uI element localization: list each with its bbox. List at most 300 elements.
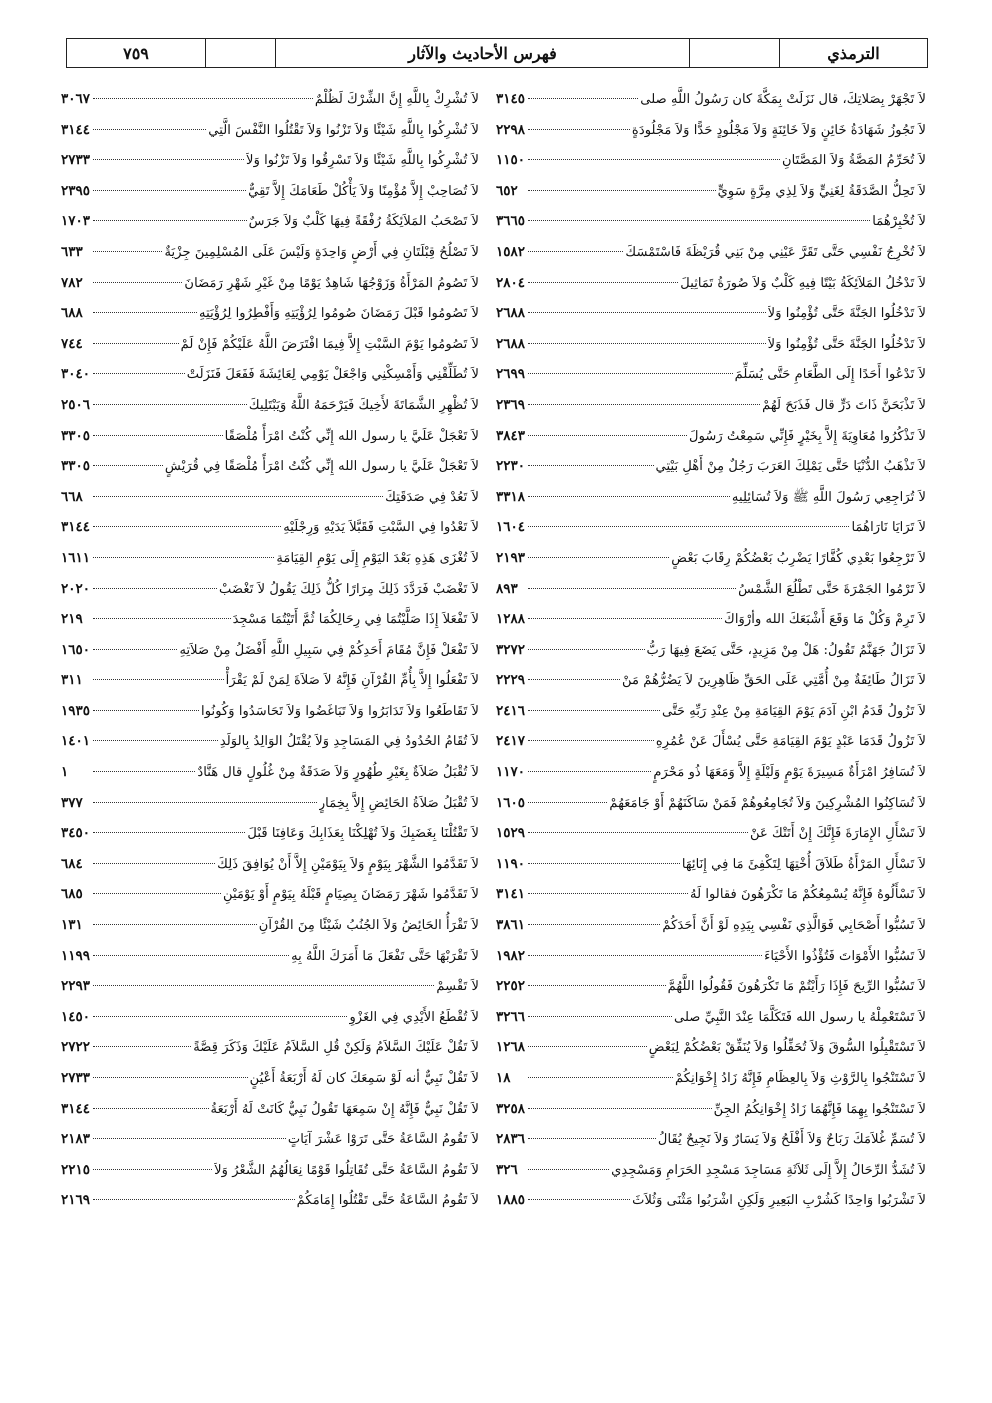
- index-entry: [496, 268, 926, 299]
- hadith-incipit: لاَ تُحَرِّمُ المَصَّةُ وَلاَ المَصَّتَانِ: [781, 153, 926, 169]
- leader-dots: [93, 679, 224, 680]
- leader-dots: [93, 465, 163, 466]
- leader-dots: [93, 404, 247, 405]
- index-entry: [61, 115, 479, 146]
- hadith-number: ٧٨٢: [61, 274, 83, 291]
- hadith-incipit: لاَ تَدْخُلُوا الجَنَّةَ حَتَّى تُؤْمِنُوا وَلاَ: [767, 306, 926, 322]
- hadith-incipit: لاَ تَفْعَلْ فَإِنَّ مُقَامَ أَحَدِكُمْ فِي سَبِيلِ اللَّهِ أَفْضَلُ مِنْ صَلاَتِهِ: [179, 642, 479, 658]
- index-title: فهرس الأحاديث والآثار: [275, 39, 689, 67]
- hadith-incipit: لاَ تَقْتُلْنَا بِغَضَبِكَ وَلاَ تُهْلِكْنَا بِعَذَابِكَ وَعَافِنَا قَبْلَ: [247, 826, 479, 842]
- index-entry: [61, 604, 479, 635]
- leader-dots: [528, 404, 760, 405]
- hadith-incipit: لاَ تَعْدُوا فِي السَّبْتِ فَقَبَّلاَ يَدَيْهِ وَرِجْلَيْهِ: [283, 520, 479, 536]
- leader-dots: [93, 618, 231, 619]
- header-spacer-left: [205, 39, 275, 67]
- hadith-number: ٢٣٦٩: [496, 396, 526, 413]
- hadith-incipit: لاَ تَدْخُلُ المَلاَئِكَةُ بَيْتًا فِيهِ كَلْبٌ وَلاَ صُورَةُ تَمَاثِيلَ: [680, 275, 926, 291]
- leader-dots: [93, 1169, 212, 1170]
- hadith-number: ٢٧٣٣: [61, 1070, 91, 1086]
- hadith-number: ٣٣١٨: [496, 488, 526, 505]
- leader-dots: [528, 1108, 712, 1109]
- hadith-incipit: لاَ تَصُومُ المَرْأَةُ وَزَوْجُهَا شَاهِدٌ يَوْمًا مِنْ غَيْرِ شَهْرِ رَمَضَانَ: [184, 275, 479, 291]
- leader-dots: [93, 435, 223, 436]
- leader-dots: [528, 465, 654, 466]
- hadith-number: ١١٧٠: [496, 764, 526, 781]
- leader-dots: [528, 618, 722, 619]
- hadith-number: ٣٣٠٥: [61, 427, 91, 444]
- hadith-incipit: لاَ تَزَالُ جَهَنَّمُ تَقُولُ: هَلْ مِنْ مَزِيدٍ، حَتَّى يَضَعَ فِيهَا رَبُّ: [646, 642, 926, 658]
- hadith-number: ١٥٢٩: [496, 825, 526, 842]
- hadith-number: ٢٦٨٨: [496, 335, 526, 352]
- hadith-number: ١٩٨٢: [496, 947, 526, 964]
- index-entry: [61, 635, 479, 666]
- hadith-number: ٢١٩٣: [496, 549, 526, 566]
- hadith-number: ٢٢٢٩: [496, 672, 526, 689]
- hadith-incipit: لاَ تَعْجَلْ عَلَيَّ يا رسول الله إِنِّي كُنْتُ امْرَأً مُلْصَقًا: [224, 428, 479, 444]
- index-entry: [61, 1063, 479, 1094]
- leader-dots: [528, 282, 678, 283]
- leader-dots: [93, 1199, 295, 1200]
- hadith-incipit: لاَ تَدْخُلُوا الجَنَّةَ حَتَّى تُؤْمِنُوا وَلاَ: [767, 336, 926, 352]
- hadith-incipit: لاَ تَسُبُّوا أَصْحَابِي فَوَالَّذِي نَفْسِي بِيَدِهِ لَوْ أَنَّ أَحَدَكُمْ: [662, 918, 926, 934]
- leader-dots: [528, 251, 623, 252]
- hadith-incipit: لاَ تَسْتَنْجُوا بِالرَّوْثِ وَلاَ بِالعِظَامِ فَإِنَّهُ زَادُ إِخْوَانِكُمْ: [675, 1071, 926, 1086]
- leader-dots: [528, 649, 645, 650]
- index-entry: [61, 543, 479, 574]
- leader-dots: [528, 924, 660, 925]
- hadith-number: ١٤٠١: [61, 733, 91, 750]
- leader-dots: [528, 955, 762, 956]
- hadith-incipit: لاَ تَقْرَأُ الحَائِضُ وَلاَ الجُنُبُ شَيْئًا مِنَ القُرْآنِ: [258, 918, 479, 934]
- hadith-incipit: لاَ تُشْرِكْ بِاللَّهِ إِنَّ الشِّرْكَ لَظُلْمٌ: [314, 92, 479, 107]
- leader-dots: [93, 1138, 286, 1139]
- index-entry: [496, 84, 926, 115]
- index-entry: [496, 1032, 926, 1063]
- hadith-number: ٣١٤٥: [496, 91, 526, 107]
- index-entry: [61, 329, 479, 360]
- hadith-incipit: لاَ تُسَافِرُ امْرَأَةٌ مَسِيرَةَ يَوْمٍ وَلَيْلَةٍ إِلاَّ وَمَعَهَا ذُو مَحْرَمٍ: [653, 765, 926, 781]
- leader-dots: [528, 373, 733, 374]
- hadith-number: ٣١٤٤: [61, 121, 91, 138]
- index-entry: [496, 390, 926, 421]
- leader-dots: [528, 802, 607, 803]
- leader-dots: [528, 771, 651, 772]
- leader-dots: [528, 679, 620, 680]
- hadith-incipit: لاَ تَشْرَبُوا وَاحِدًا كَشُرْبِ البَعِيرِ وَلَكِنِ اشْرَبُوا مَثْنَى وَثُلاَثَ: [632, 1193, 926, 1209]
- hadith-number: ١٨٨٥: [496, 1192, 526, 1209]
- index-entry: [496, 176, 926, 207]
- hadith-number: ٢٨٣٦: [496, 1131, 526, 1148]
- index-entry: [61, 390, 479, 421]
- hadith-number: ٣٣٠٥: [61, 458, 91, 475]
- index-entry: [61, 176, 479, 207]
- index-entry: [61, 482, 479, 513]
- hadith-number: ٦٨٥: [61, 886, 83, 903]
- hadith-incipit: لاَ تُشَدُّ الرِّحَالُ إِلاَّ إِلَى ثَلاَثَةِ مَسَاجِدَ مَسْجِدِ الحَرَامِ وَمَسْجِدِي: [611, 1162, 926, 1178]
- hadith-number: ٢٣٩٥: [61, 182, 91, 199]
- hadith-incipit: لاَ تَسْأَلِ المَرْأَةُ طَلاَقَ أُخْتِهَا لِتَكْفِئَ مَا فِي إِنَائِهَا: [681, 856, 926, 872]
- leader-dots: [528, 1138, 656, 1139]
- index-entry: [496, 757, 926, 788]
- hadith-number: ١٢٨٨: [496, 611, 526, 628]
- hadith-incipit: لاَ تُصَاحِبْ إِلاَّ مُؤْمِنًا وَلاَ يَأْكُلْ طَعَامَكَ إِلاَّ تَقِيٌّ: [248, 183, 479, 199]
- index-entry: [61, 84, 479, 115]
- leader-dots: [528, 343, 766, 344]
- hadith-number: ٢٢١٥: [61, 1161, 91, 1178]
- index-entry: [61, 512, 479, 543]
- hadith-number: ٣٢٥٨: [496, 1100, 526, 1117]
- hadith-number: ٦٨٤: [61, 855, 83, 872]
- hadith-number: ١٦٥٠: [61, 641, 91, 658]
- leader-dots: [93, 282, 182, 283]
- leader-dots: [528, 435, 687, 436]
- hadith-number: ١١٩٠: [496, 855, 526, 872]
- leader-dots: [93, 1077, 248, 1078]
- hadith-incipit: لاَ تَذْبَحَنَّ ذَاتَ دَرٍّ قال فَذَبَحَ لَهُمْ: [762, 397, 926, 413]
- index-entry: [61, 574, 479, 605]
- index-entry: [496, 1124, 926, 1155]
- hadith-number: ٢١٨٣: [61, 1131, 91, 1148]
- leader-dots: [93, 373, 185, 374]
- index-entry: [496, 604, 926, 635]
- leader-dots: [93, 526, 281, 527]
- hadith-incipit: لاَ تَسْتَقْبِلُوا السُّوقَ وَلاَ تُحَفِّلُوا وَلاَ يُنَفِّقْ بَعْضُكُمْ لِبَعْضٍ: [648, 1040, 926, 1056]
- leader-dots: [93, 220, 247, 221]
- hadith-incipit: لاَ تَرِمْ وَكُلْ مَا وَقَعَ أَشْبَعَكَ الله وأرْوَاكَ: [724, 612, 926, 628]
- leader-dots: [93, 1108, 209, 1109]
- index-entry: [61, 910, 479, 941]
- hadith-incipit: لاَ تَعْجَلْ عَلَيَّ يا رسول الله إِنِّي كُنْتُ امْرَأً مُلْصَقًا فِي قُرَيْشٍ: [164, 459, 479, 475]
- hadith-number: ٧٤٤: [61, 335, 83, 352]
- index-entry: [496, 543, 926, 574]
- hadith-incipit: لاَ تَجْهَرْ بِصَلاتِكَ، قال نَزَلَتْ بِمَكَّةَ كان رَسُولُ اللَّهِ صلى: [640, 92, 926, 107]
- hadith-number: ١٢٦٨: [496, 1039, 526, 1056]
- hadith-incipit: لاَ تَقُلْ عَلَيْكَ السَّلاَمُ وَلَكِنْ قُلِ السَّلاَمُ عَلَيْكَ وَذَكَرَ قِصَّةً: [193, 1040, 479, 1056]
- leader-dots: [528, 98, 638, 99]
- leader-dots: [93, 985, 434, 986]
- leader-dots: [93, 251, 162, 252]
- hadith-number: ٢٧٢٢: [61, 1039, 91, 1056]
- hadith-number: ١٦١١: [61, 549, 91, 566]
- hadith-incipit: لاَ تَقْسِمْ: [436, 979, 479, 995]
- hadith-incipit: لاَ تَحِلُّ الصَّدَقَةُ لِغَنِيٍّ وَلاَ لِذِي مِرَّةٍ سَوِيٍّ: [717, 183, 926, 199]
- leader-dots: [528, 159, 780, 160]
- hadith-incipit: لاَ تُقَامُ الحُدُودُ فِي المَسَاجِدِ وَلاَ يُقْتَلُ الوَالِدُ بِالوَلَدِ: [219, 734, 479, 750]
- index-entry: [496, 115, 926, 146]
- index-entry: [61, 726, 479, 757]
- hadith-number: ١٧٠٣: [61, 213, 91, 230]
- hadith-incipit: لاَ تَجُوزُ شَهَادَةُ خَائِنٍ وَلاَ خَائِنَةٍ وَلاَ مَجْلُودٍ حَدًّا وَلاَ مَجْلُودَةٍ: [631, 122, 926, 138]
- hadith-number: ٣١٤٤: [61, 1100, 91, 1117]
- index-entry: [61, 237, 479, 268]
- index-entry: [496, 512, 926, 543]
- left-column: [61, 84, 479, 1216]
- leader-dots: [528, 1046, 647, 1047]
- index-entry: [61, 1032, 479, 1063]
- hadith-number: ١٦٠٤: [496, 519, 526, 536]
- index-entry: [496, 451, 926, 482]
- hadith-number: ١٨: [496, 1070, 511, 1086]
- index-entry: [61, 818, 479, 849]
- index-entry: [61, 788, 479, 819]
- index-entry: [61, 941, 479, 972]
- hadith-number: ٣٢٦: [496, 1161, 518, 1178]
- leader-dots: [93, 312, 197, 313]
- index-entry: [61, 1185, 479, 1216]
- index-entry: [61, 268, 479, 299]
- index-entry: [496, 726, 926, 757]
- hadith-incipit: لاَ تُطَلِّقْنِي وَأَمْسِكْنِي وَاجْعَلْ يَوْمِي لِعَائِشَةَ فَفَعَلَ فَنَزَلَتْ: [186, 367, 479, 383]
- hadith-number: ٢٠٢٠: [61, 580, 91, 597]
- leader-dots: [528, 312, 766, 313]
- index-entry: [496, 574, 926, 605]
- index-entry: [61, 1124, 479, 1155]
- hadith-number: ٢٢٣٠: [496, 458, 526, 475]
- index-entry: [496, 879, 926, 910]
- hadith-incipit: لاَ تَسْتَنْجُوا بِهِمَا فَإِنَّهُمَا زَادُ إِخْوَانِكُمُ الجِنِّ: [713, 1101, 926, 1117]
- hadith-incipit: لاَ تُغْزَى هَذِهِ بَعْدَ اليَوْمِ إِلَى يَوْمِ القِيَامَةِ: [276, 550, 479, 566]
- hadith-number: ٦٨٨: [61, 305, 83, 322]
- leader-dots: [93, 893, 221, 894]
- hadith-incipit: لاَ تُظْهِرِ الشَّمَاتَةَ لأَخِيكَ فَيَرْحَمَهُ اللَّهُ وَيَبْتَلِيكَ: [248, 397, 479, 413]
- index-entry: [61, 1094, 479, 1125]
- leader-dots: [528, 557, 669, 558]
- leader-dots: [528, 1016, 672, 1017]
- leader-dots: [528, 1199, 630, 1200]
- hadith-number: ٣٢٦٦: [496, 1008, 526, 1025]
- leader-dots: [528, 710, 660, 711]
- leader-dots: [528, 863, 680, 864]
- hadith-number: ١٦٠٥: [496, 794, 526, 811]
- index-entry: [61, 849, 479, 880]
- leader-dots: [528, 129, 630, 130]
- hadith-incipit: لاَ تُشْرِكُوا بِاللَّهِ شَيْئًا وَلاَ تَزْنُوا وَلاَ تَقْتُلُوا النَّفْسَ الَّتِي: [208, 122, 479, 138]
- leader-dots: [528, 526, 849, 527]
- index-entry: [496, 941, 926, 972]
- hadith-number: ٢٨٠٤: [496, 274, 526, 291]
- hadith-incipit: لاَ تُسَمِّ غُلاَمَكَ رَبَاحٌ وَلاَ أَفْلَحُ وَلاَ يَسَارٌ وَلاَ نَجِيحٌ يُقَالُ: [657, 1132, 926, 1148]
- hadith-number: ٣١٤١: [496, 886, 526, 903]
- hadith-incipit: لاَ تَسُبُّوا الرِّيحَ فَإِذَا رَأَيْتُمْ مَا تَكْرَهُونَ فَقُولُوا اللَّهُمَّ: [667, 979, 926, 995]
- hadith-incipit: لاَ تَسُبُّوا الأَمْوَاتَ فَتُؤْذُوا الأَحْيَاءَ: [764, 948, 926, 964]
- hadith-number: ٣٨٤٣: [496, 427, 526, 444]
- leader-dots: [93, 343, 179, 344]
- hadith-incipit: لاَ تَصُومُوا يَوْمَ السَّبْتِ إِلاَّ فِيمَا افْتَرَضَ اللَّهُ عَلَيْكُمْ فَإِنْ لَمْ: [180, 336, 479, 352]
- hadith-incipit: لاَ تَقُلْ نَبِيٌّ فَإِنَّهُ إِنْ سَمِعَهَا تَقُولُ نَبِيٌّ كَانَتْ لَهُ أَرْبَعَةُ: [210, 1101, 479, 1117]
- hadith-incipit: لاَ تُقْبَلُ صَلاَةُ الحَائِضِ إِلاَّ بِخِمَارٍ: [318, 795, 479, 811]
- hadith-number: ٢٥٠٦: [61, 396, 91, 413]
- hadith-number: ٣٨٦١: [496, 917, 526, 934]
- index-entry: [61, 359, 479, 390]
- leader-dots: [93, 740, 218, 741]
- index-entry: [496, 329, 926, 360]
- index-entry: [496, 1185, 926, 1216]
- hadith-incipit: لاَ تَزَالُ طَائِفَةٌ مِنْ أُمَّتِي عَلَى الحَقِّ ظَاهِرِينَ لاَ يَضُرُّهُمْ مَنْ: [622, 673, 926, 689]
- index-entry: [496, 788, 926, 819]
- hadith-incipit: لاَ تَفْعَلُوا إِلاَّ بِأُمِّ القُرْآنِ فَإِنَّهُ لاَ صَلاَةَ لِمَنْ لَمْ يَقْرَأْ: [225, 673, 479, 689]
- hadith-number: ٣٦٦٥: [496, 213, 526, 230]
- hadith-incipit: لاَ تَقَاطَعُوا وَلاَ تَدَابَرُوا وَلاَ تَبَاغَضُوا وَلاَ تَحَاسَدُوا وَكُونُوا: [201, 703, 479, 719]
- leader-dots: [93, 771, 195, 772]
- leader-dots: [528, 496, 730, 497]
- hadith-incipit: لاَ تَقُومُ السَّاعَةُ حَتَّى تَرَوْا عَشْرَ آيَاتٍ: [287, 1132, 479, 1148]
- leader-dots: [528, 893, 688, 894]
- hadith-incipit: لاَ تُقْبَلُ صَلاَةٌ بِغَيْرِ طُهُورٍ وَلاَ صَدَقَةٌ مِنْ غُلُولٍ قال هَنَّادٌ: [197, 765, 479, 781]
- index-entry: [61, 451, 479, 482]
- hadith-incipit: لاَ تُرَاجِعِي رَسُولَ اللَّهِ ﷺ وَلاَ تُسَائِلِيهِ: [731, 489, 926, 505]
- index-entry: [496, 298, 926, 329]
- hadith-number: ٢١٦٩: [61, 1192, 91, 1209]
- index-entry: [496, 1002, 926, 1033]
- index-entry: [61, 757, 479, 788]
- leader-dots: [93, 557, 274, 558]
- hadith-number: ٦٦٨: [61, 488, 83, 505]
- leader-dots: [93, 159, 244, 160]
- book-name: الترمذي: [779, 39, 927, 67]
- hadith-incipit: لاَ تَصْحَبُ المَلاَئِكَةُ رُفْقَةً فِيهَا كَلْبٌ وَلاَ جَرَسٌ: [248, 214, 479, 230]
- hadith-number: ١٤٥٠: [61, 1008, 91, 1025]
- leader-dots: [93, 129, 206, 130]
- hadith-incipit: لاَ تَقَدَّمُوا الشَّهْرَ بِيَوْمٍ وَلاَ بِيَوْمَيْنِ إِلاَّ أَنْ يُوَافِقَ ذَلِكَ: [217, 856, 479, 872]
- leader-dots: [528, 985, 666, 986]
- hadith-incipit: لاَ تَرْمُوا الجَمْرَةَ حَتَّى تَطْلُعَ الشَّمْسُ: [738, 581, 926, 597]
- index-entry: [496, 145, 926, 176]
- hadith-number: ١٥٨٢: [496, 243, 526, 260]
- index-entry: [496, 1063, 926, 1094]
- hadith-number: ٣٠٦٧: [61, 91, 91, 107]
- hadith-number: ٢٢٩٨: [496, 121, 526, 138]
- index-entry: [496, 421, 926, 452]
- hadith-incipit: لاَ تَقُومُ السَّاعَةُ حَتَّى تَقْتُلُوا إِمَامَكُمْ: [296, 1193, 479, 1209]
- hadith-number: ١١٥٠: [496, 152, 526, 169]
- hadith-incipit: لاَ تَقُلْ نَبِيٌّ أنه لَوْ سَمِعَكَ كان لَهُ أَرْبَعَةُ أَعْيُنٍ: [249, 1071, 479, 1086]
- index-entry: [496, 359, 926, 390]
- hadith-number: ٢٤١٦: [496, 702, 526, 719]
- hadith-incipit: لاَ تَدْعُوا أَحَدًا إِلَى الطَّعَامِ حَتَّى يُسَلِّمَ: [734, 367, 926, 383]
- hadith-incipit: لاَ تَصُومُوا قَبْلَ رَمَضَانَ صُومُوا لِرُؤْيَتِهِ وَأَفْطِرُوا لِرُؤْيَتِهِ: [199, 306, 479, 322]
- hadith-number: ١١٩٩: [61, 947, 91, 964]
- leader-dots: [528, 832, 748, 833]
- leader-dots: [93, 1046, 191, 1047]
- leader-dots: [93, 496, 383, 497]
- leader-dots: [528, 588, 736, 589]
- index-entry: [496, 206, 926, 237]
- hadith-incipit: لاَ تَذْكُرُوا مُعَاوِيَةَ إِلاَّ بِخَيْرٍ فَإِنِّي سَمِعْتُ رَسُولَ: [688, 428, 926, 444]
- hadith-number: ٢٤١٧: [496, 733, 526, 750]
- index-entry: [61, 879, 479, 910]
- leader-dots: [528, 1077, 673, 1078]
- hadith-incipit: لاَ تَرَايَا نَارَاهُمَا: [851, 520, 926, 536]
- leader-dots: [93, 710, 199, 711]
- hadith-number: ٢٧٣٣: [61, 152, 91, 169]
- leader-dots: [93, 98, 313, 99]
- index-entry: [496, 1094, 926, 1125]
- leader-dots: [93, 802, 317, 803]
- index-entry: [61, 665, 479, 696]
- header-spacer-right: [689, 39, 779, 67]
- hadith-number: ٣١١: [61, 672, 83, 689]
- hadith-incipit: لاَ تُسَاكِنُوا المُشْرِكِينَ وَلاَ تُجَامِعُوهُمْ فَمَنْ سَاكَنَهُمْ أَوْ جَامَعَهُمْ: [609, 795, 926, 811]
- hadith-number: ٦٥٢: [496, 182, 518, 199]
- leader-dots: [528, 1169, 609, 1170]
- index-entry: [61, 1002, 479, 1033]
- hadith-number: ٢٢٩٣: [61, 978, 91, 995]
- hadith-incipit: لاَ تَرْجِعُوا بَعْدِي كُفَّارًا يَضْرِبُ بَعْضُكُمْ رِقَابَ بَعْضٍ: [671, 550, 926, 566]
- hadith-incipit: لاَ تَزُولُ قَدَمَا عَبْدٍ يَوْمَ القِيَامَةِ حَتَّى يُسْأَلَ عَنْ عُمُرِهِ: [655, 734, 926, 750]
- index-entry: [496, 237, 926, 268]
- leader-dots: [93, 863, 215, 864]
- hadith-incipit: لاَ تَصْلُحُ قِبْلَتَانِ فِي أَرْضٍ وَاحِدَةٍ وَلَيْسَ عَلَى المُسْلِمِينَ جِزْيَةٌ: [164, 244, 479, 260]
- page-header: [66, 38, 928, 68]
- index-entry: [496, 971, 926, 1002]
- leader-dots: [93, 190, 246, 191]
- index-entry: [61, 971, 479, 1002]
- hadith-incipit: لاَ تَقُومُ السَّاعَةُ حَتَّى تُقَاتِلُوا قَوْمًا نِعَالُهُمُ الشَّعْرُ وَلاَ: [214, 1162, 479, 1178]
- hadith-number: ٢٦٨٨: [496, 305, 526, 322]
- leader-dots: [528, 740, 654, 741]
- index-entry: [496, 849, 926, 880]
- hadith-number: ١٩٣٥: [61, 702, 91, 719]
- hadith-incipit: لاَ تَقْرَبْهَا حَتَّى تَفْعَلَ مَا أَمَرَكَ اللَّهُ بِهِ: [291, 948, 479, 964]
- index-entry: [61, 298, 479, 329]
- hadith-incipit: لاَ تَغْضَبْ فَرَدَّدَ ذَلِكَ مِرَارًا كُلُّ ذَلِكَ يَقُولُ لاَ تَغْضَبْ: [219, 581, 479, 597]
- hadith-number: ٦٣٣: [61, 243, 83, 260]
- index-entry: [61, 1155, 479, 1186]
- hadith-number: ٣٤٥٠: [61, 825, 91, 842]
- leader-dots: [528, 190, 716, 191]
- leader-dots: [93, 1016, 347, 1017]
- hadith-incipit: لاَ تَعُدْ فِي صَدَقَتِكَ: [385, 489, 479, 505]
- hadith-number: ٢١٩: [61, 611, 83, 628]
- index-entry: [61, 145, 479, 176]
- hadith-number: ١٣١: [61, 917, 83, 934]
- hadith-number: ١: [61, 764, 69, 781]
- index-entry: [61, 696, 479, 727]
- hadith-number: ٢٦٩٩: [496, 366, 526, 383]
- hadith-incipit: لاَ تَفْعَلاَ إِذَا صَلَّيْتُمَا فِي رِحَالِكُمَا ثُمَّ أَتَيْتُمَا مَسْجِدَ: [232, 612, 479, 628]
- index-entry: [496, 910, 926, 941]
- index-entry: [496, 696, 926, 727]
- hadith-incipit: لاَ تُقْطَعُ الأَيْدِي فِي الغَزْوِ: [349, 1009, 479, 1025]
- leader-dots: [93, 955, 289, 956]
- hadith-number: ٣٠٤٠: [61, 366, 91, 383]
- hadith-incipit: لاَ تَسْأَلُوهُ فَإِنَّهُ يُسْمِعُكُمْ مَا تَكْرَهُونَ فقالوا لَهُ: [690, 887, 926, 903]
- hadith-incipit: لاَ تُخْرِجُ نَفْسِي حَتَّى تَقَرَّ عَيْنِي مِنْ بَنِي قُرَيْظَةَ فَاسْتَمْسَكَ: [625, 244, 926, 260]
- hadith-number: ٢٢٥٢: [496, 978, 526, 995]
- index-entry: [496, 665, 926, 696]
- hadith-incipit: لاَ تُخْبِرْهُمَا: [872, 214, 926, 230]
- leader-dots: [528, 220, 870, 221]
- hadith-incipit: لاَ تَذْهَبُ الدُّنْيَا حَتَّى يَمْلِكَ العَرَبَ رَجُلٌ مِنْ أَهْلِ بَيْتِي: [655, 459, 926, 475]
- hadith-incipit: لاَ تَسْأَلِ الإِمَارَةَ فَإِنَّكَ إِنْ أَتَتْكَ عَنْ: [749, 826, 926, 842]
- leader-dots: [93, 649, 177, 650]
- index-entry: [496, 1155, 926, 1186]
- page-number: ٧٥٩: [123, 43, 149, 63]
- index-entry: [496, 818, 926, 849]
- leader-dots: [93, 832, 245, 833]
- hadith-incipit: لاَ تَقَدَّمُوا شَهْرَ رَمَضَانَ بِصِيَامٍ قَبْلَهُ بِيَوْمٍ أَوْ يَوْمَيْنِ: [222, 887, 479, 903]
- hadith-number: ٨٩٣: [496, 580, 518, 597]
- hadith-number: ٣٧٧: [61, 794, 83, 811]
- index-entry: [496, 482, 926, 513]
- index-entry: [61, 421, 479, 452]
- hadith-number: ٣٢٧٢: [496, 641, 526, 658]
- index-entry: [61, 206, 479, 237]
- leader-dots: [93, 924, 257, 925]
- leader-dots: [93, 588, 217, 589]
- index-entry: [496, 635, 926, 666]
- hadith-incipit: لاَ تَسْتَعْمِلْهُ يا رسول الله فَتَكَلَّمَا عِنْدَ النَّبِيِّ صلى: [673, 1009, 926, 1025]
